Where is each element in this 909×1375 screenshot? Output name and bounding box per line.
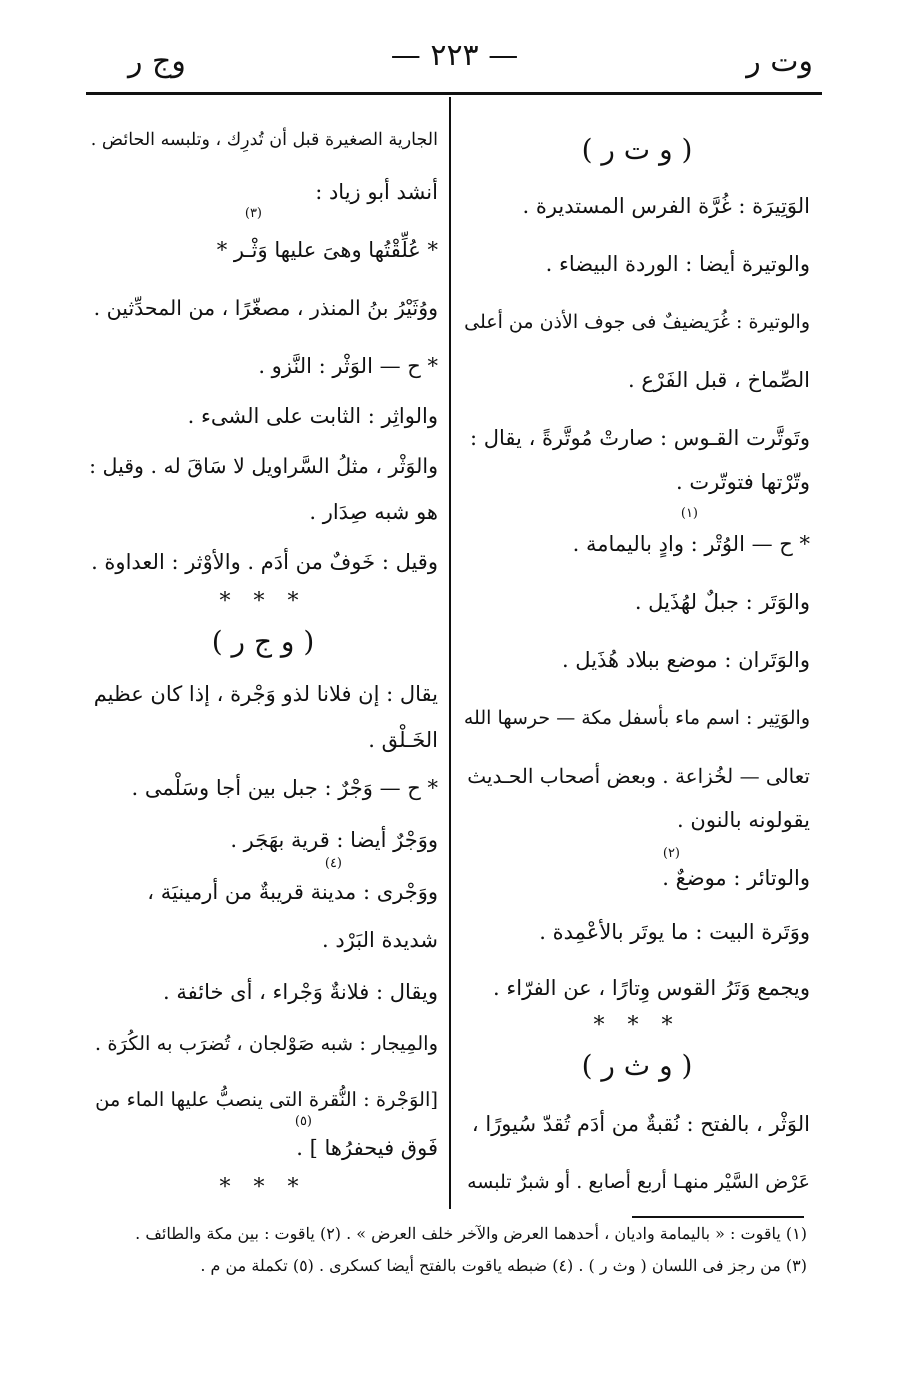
text-line: والوَتَران : موضع ببلاد هُذَيل . bbox=[561, 648, 810, 672]
entry-heading: ( و ث ر ) bbox=[581, 1049, 693, 1082]
text-line: عَرْض السَّيْر منهـا أربع أصابع . أو شبرٌ تلبسه bbox=[467, 1171, 810, 1193]
section-separator: * * * bbox=[219, 1175, 307, 1200]
header-rule bbox=[86, 92, 822, 95]
text-line: وتَوتَّرت القـوس : صارتْ مُوتَّرةً ، يقال : bbox=[470, 426, 810, 450]
running-header-left: وج ر bbox=[128, 44, 186, 79]
text-line: الجارية الصغيرة قبل أن تُدرِك ، وتلبسه الحائض . bbox=[90, 130, 438, 150]
text-line: ووَتَرة البيت : ما يوتَر بالأعْمِدة . bbox=[539, 920, 810, 944]
text-line: يقولونه بالنون . bbox=[677, 808, 810, 832]
text-line: والوَتَر : جبلٌ لهُذَيل . bbox=[634, 590, 810, 614]
text-line: والمِيجار : شبه صَوْلجان ، تُضرَب به الكُرَة . bbox=[94, 1032, 438, 1055]
text-line: والوَتِير : اسم ماء بأسفل مكة — حرسها الله bbox=[463, 707, 810, 729]
section-separator: * * * bbox=[219, 589, 307, 614]
text-line: شديدة البَرْد . bbox=[321, 928, 438, 952]
running-header-right: وت ر bbox=[746, 44, 813, 79]
text-line: * عُلِّقْتُها وهىَ عليها وَثْـر * bbox=[216, 238, 438, 262]
text-line: هو شبه صِدَار . bbox=[309, 500, 438, 524]
text-line: والواثِر : الثابت على الشىء . bbox=[187, 404, 438, 428]
footnote-rule bbox=[632, 1216, 804, 1218]
entry-heading: ( و ت ر ) bbox=[581, 133, 693, 166]
footnote-mark: (١) bbox=[680, 506, 698, 521]
text-line: * ح — وَجْرٌ : جبل بين أجا وسَلْمى . bbox=[131, 776, 438, 800]
entry-heading: ( و ج ر ) bbox=[211, 625, 315, 658]
text-line: [الوَجْرة : النُّقرة التى ينصبُّ عليها الماء من bbox=[95, 1088, 438, 1111]
text-line: ووَجْرى : مدينة قريبةٌ من أرمينيَة ، bbox=[147, 880, 438, 904]
text-line: يقال : إن فلانا لذو وَجْرة ، إذا كان عظيم bbox=[93, 682, 438, 706]
text-line: الخَـلْق . bbox=[368, 728, 438, 752]
text-line: ويجمع وَتَرُ القوس وِتارًا ، عن الفرّاء . bbox=[493, 976, 810, 1000]
text-line: ويقال : فلانةٌ وَجْراء ، أى خائفة . bbox=[163, 980, 438, 1004]
text-line: ووُثَيْرُ بنُ المنذر ، مصغّرًا ، من المحدِّثين . bbox=[93, 296, 438, 320]
text-line: فَوق فيحفرُها ] . bbox=[296, 1136, 438, 1160]
text-line: والوتائر : موضعٌ . bbox=[662, 866, 810, 890]
text-line: وتّرْتها فتوتّرت . bbox=[676, 470, 810, 494]
text-line: الصِّماخ ، قبل الفَرْع . bbox=[628, 368, 810, 392]
text-line: وقيل : خَوفٌ من أدَم . والأوْثر : العداوة . bbox=[91, 550, 438, 574]
section-separator: * * * bbox=[593, 1013, 681, 1038]
column-divider bbox=[449, 97, 451, 1209]
footnote-mark: (٤) bbox=[324, 856, 342, 871]
text-line: الوَثْر ، بالفتح : نُقبةٌ من أدَم تُقدّ سُيورًا ، bbox=[471, 1112, 810, 1136]
footnote-line: (١) ياقوت : « باليمامة واديان ، أحدهما العرض والآخر خلف العرض » . (٢) ياقوت : بين مكة والطائف . bbox=[135, 1224, 807, 1243]
text-line: الوَتِيرَة : غُرَّة الفرس المستديرة . bbox=[522, 194, 810, 218]
text-line: * ح — الوَثْر : النَّزو . bbox=[258, 354, 438, 378]
page-number: — ٢٢٣ — bbox=[390, 38, 519, 73]
footnote-mark: (٢) bbox=[662, 846, 680, 861]
text-line: والوتيرة : غُرَيضيفٌ فى جوف الأذن من أعلى bbox=[464, 311, 810, 333]
text-line: والوتيرة أيضا : الوردة البيضاء . bbox=[545, 252, 810, 276]
footnote-mark: (٥) bbox=[294, 1114, 312, 1129]
text-line: تعالى — لخُزاعة . وبعض أصحاب الحـديث bbox=[467, 764, 810, 788]
text-line: * ح — الوُتْر : وادٍ باليمامة . bbox=[572, 532, 810, 556]
text-line: أنشد أبو زياد : bbox=[315, 180, 438, 204]
footnote-mark: (٣) bbox=[244, 206, 262, 221]
text-line: ووَجْرٌ أيضا : قرية بهَجَر . bbox=[230, 828, 438, 852]
footnote-line: (٣) من رجز فى اللسان ( وث ر ) . (٤) ضبطه ياقوت بالفتح أيضا كسكرى . (٥) تكملة من م . bbox=[200, 1256, 807, 1275]
text-line: والوَثْر ، مثلُ السَّراويل لا سَاقَ له . وقيل : bbox=[89, 454, 438, 478]
